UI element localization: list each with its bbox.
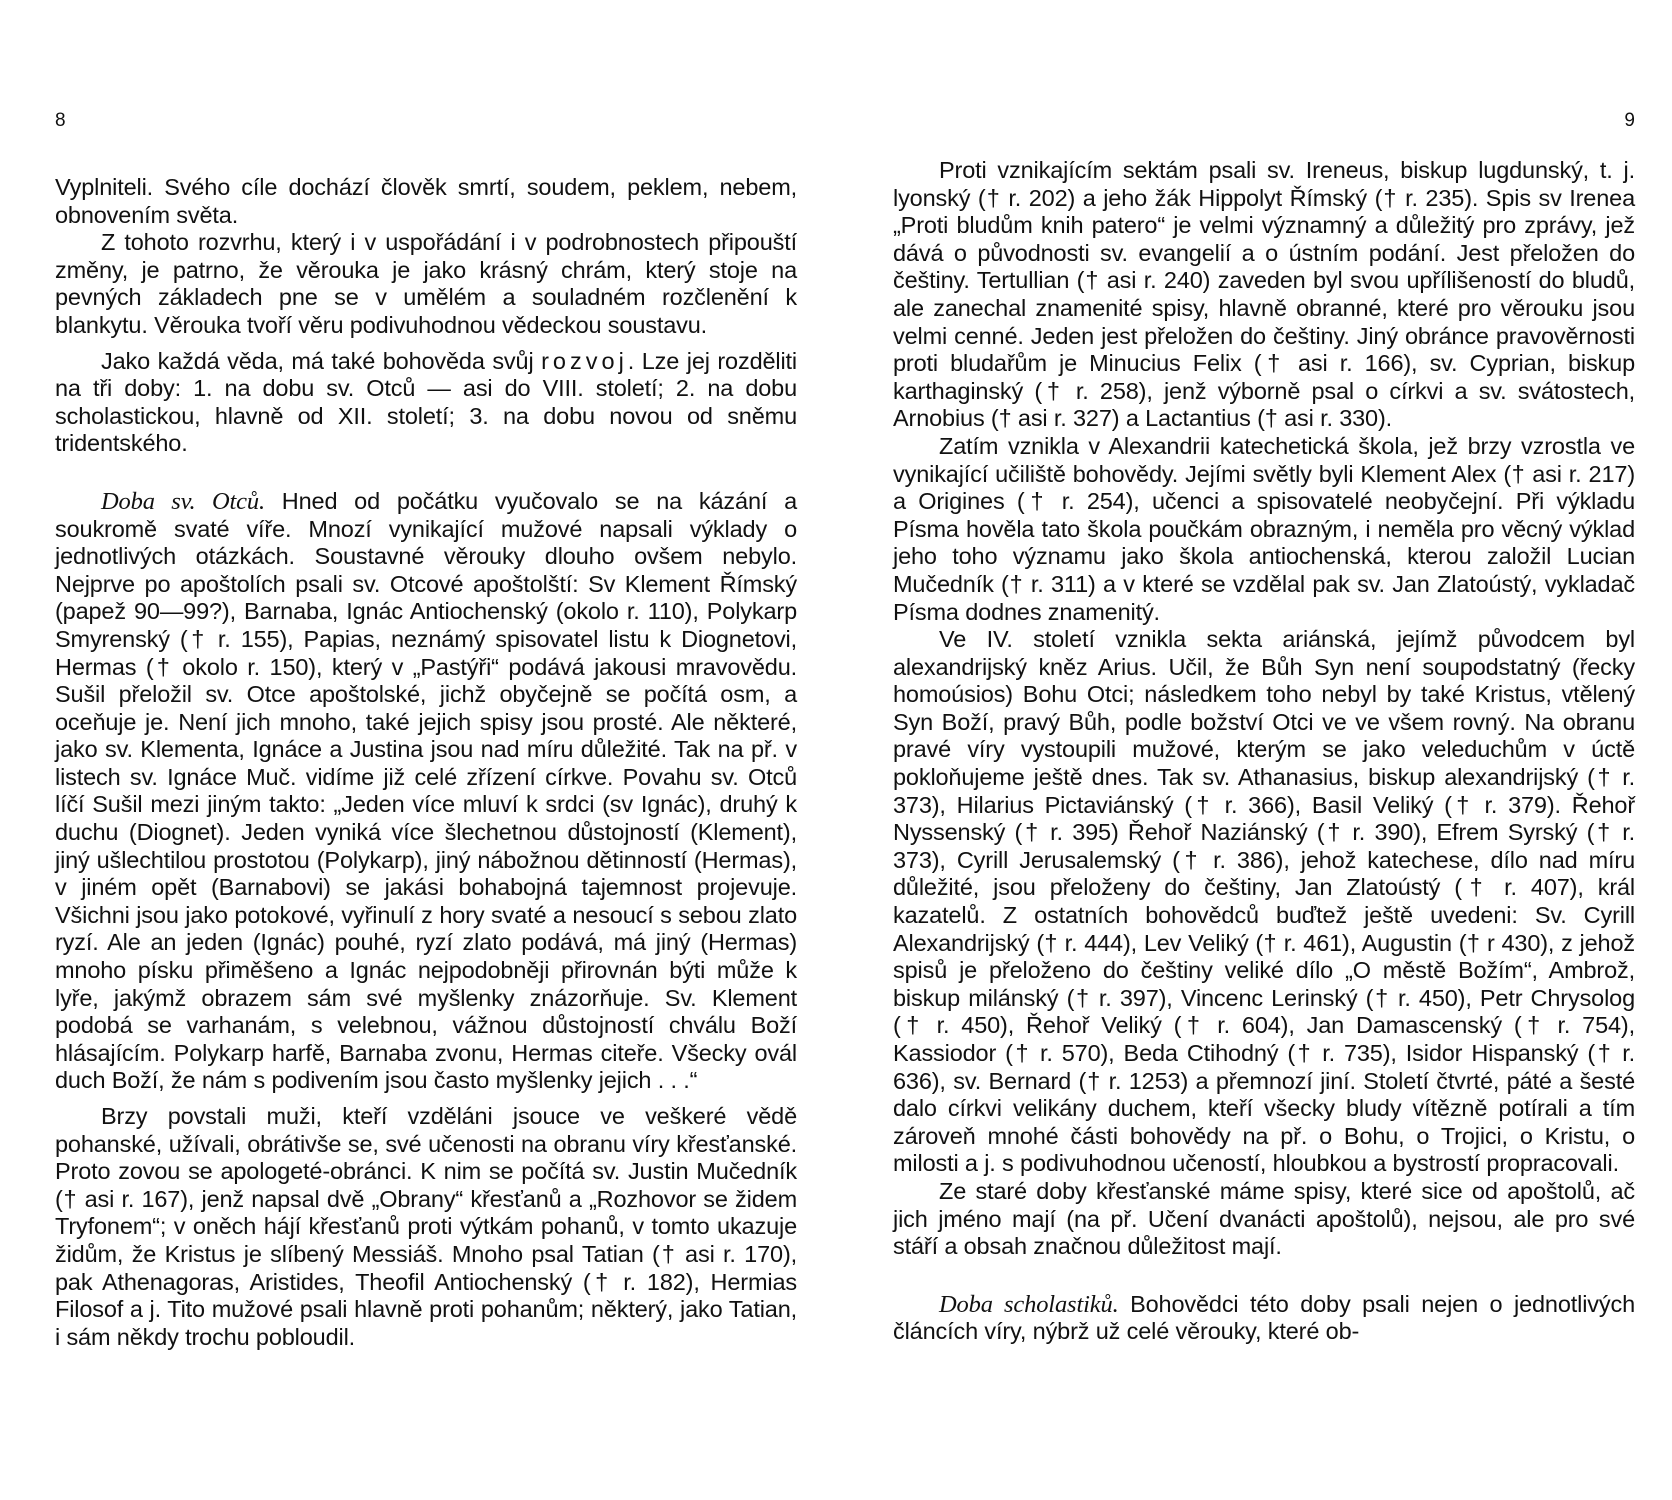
page-body [55,174,797,1351]
paragraph: Brzy povstali muži, kteří vzděláni jsouce ve veškeré vědě pohanské, užívali, obrátivše se, své učenosti na obranu víry křesťanské. Proto zovou se apologeté-obránci. K nim se počítá sv. Justin Mučedník († asi r. 167), jenž napsal dvě „Obrany“ křesťanů a „Rozhovor se židem Tryfonem“; v oněch hájí křesťanů proti výtkám pohanů, v tomto ukazuje židům, že Kristus je slíbený Messiáš. Mnoho psal Tatian († asi r. 170), pak Athenagoras, Aristides, Theofil Antiochenský († r. 182), Hermias Filosof a j. Tito mužové psali hlavně proti pohanům; některý, jako Tatian, i sám někdy trochu pobloudil. [55,1103,797,1350]
page-number: 8 [55,110,66,131]
section-heading: Doba scholastiků. [939,1290,1119,1318]
text-run: . Lze jej rozděliti na tři doby: 1. na dobu sv. Otců — asi do VIII. století; 2. na dobu scholastickou, hlavně od XII. století; 3. na dobu novou od sněmu tridentského. [55,347,797,457]
paragraph: Ze staré doby křesťanské máme spisy, které sice od apoštolů, ač jich jméno mají (na př. Učení dvanácti apoštolů), nejsou, ale pro své stáří a obsah značnou důležitost mají. [893,1177,1635,1260]
paragraph: Ve IV. století vznikla sekta ariánská, jejímž původcem byl alexandrijský kněz Arius. Učil, že Bůh Syn není soupodstatný (řecky homoúsios) Bohu Otci; následkem toho nebyl by také Kristus, vtělený Syn Boží, pravý Bůh, podle božství Otci ve ve všem rovný. Na obranu pravé víry vystoupili mužové, kterým se jako veleduchům v úctě pokloňujeme ještě dnes. Tak sv. Athanasius, biskup alexandrijský († r. 373), Hilarius Pictaviánský († r. 366), Basil Veliký († r. 379). Řehoř Nyssenský († r. 395) Řehoř Naziánský († r. 390), Efrem Syrský († r. 373), Cyrill Jerusalemský († r. 386), jehož katechese, dílo nad míru důležité, jsou přeloženy do češtiny, Jan Zlatoústý († r. 407), král kazatelů. Z ostatních bohovědců buďtež ještě uvedeni: Sv. Cyrill Alexandrijský († r. 444), Lev Veliký († r. 461), Augustin († r 430), z jehož spisů je přeloženo do češtiny veliké dílo „O městě Božím“, Ambrož, biskup milánský († r. 397), Vincenc Lerinský († r. 450), Petr Chrysolog († r. 450), Řehoř Veliký († r. 604), Jan Damascenský († r. 754), Kassiodor († r. 570), Beda Ctihodný († r. 735), Isidor Hispanský († r. 636), sv. Bernard († r. 1253) a přemnozí jiní. Století čtvrté, páté a šesté dalo církvi velikány duchem, kteří všecky bludy vítězně potírali a tím zároveň mnohé části bohovědy na př. o Bohu, o Trojici, o Kristu, o milosti a j. s podivuhodnou učeností, hloubkou a bystrostí propracovali. [893,626,1635,1177]
page-body [893,157,1635,1346]
paragraph [55,488,797,1095]
paragraph: Z tohoto rozvrhu, který i v uspořádání i v podrobnostech připouští změny, je patrno, že věrouka je jako krásný chrám, který stoje na pevných základech pne se v umělém a souladném rozčlenění k blankytu. Věrouka tvoří věru podivuhodnou vědeckou soustavu. [55,229,797,338]
paragraph: Zatím vznikla v Alexandrii katechetická škola, jež brzy vzrostla ve vynikající učiliště bohovědy. Jejími světly byli Klement Alex († asi r. 217) a Origines († r. 254), učenci a spisovatelé neobyčejní. Při výkladu Písma hověla tato škola poučkám obrazným, i neměla pro věcný výklad jeho toho významu jako škola antiochenská, kterou založil Lucian Mučedník († r. 311) a v které se vzdělal pak sv. Jan Zlatoústý, vykladač Písma dodnes znamenitý. [893,432,1635,625]
paragraph [55,348,797,458]
text-run: Hned od počátku vyučovalo se na kázání a soukromě svaté víře. Mnozí vynikající mužové napsali výklady o jednotlivých otázkách. Soustavné věrouky dlouho ovšem nebylo. Nejprve po apoštolích psali sv. Otcové apoštolští: Sv Klement Římský (papež 90—99?), Barnaba, Ignác Antiochenský (okolo r. 110), Polykarp Smyrenský († r. 155), Papias, neznámý spisovatel listu k Diognetovi, Hermas († okolo r. 150), který v „Pastýři“ podává jakousi mravovědu. Sušil přeložil sv. Otce apoštolské, jichž obyčejně se počítá osm, a oceňuje je. Není jich mnoho, také jejich spisy jsou prosté. Ale některé, jako sv. Klementa, Ignáce a Justina jsou nad míru důležité. Tak na př. v listech sv. Ignáce Muč. vidíme již celé zřízení církve. Povahu sv. Otců líčí Sušil mezi jiným takto: „Jeden více mluví k srdci (sv Ignác), druhý k duchu (Diognet). Jeden vyniká více šlechetnou důstojností (Klement), jiný ušlechtilou prostotou (Polykarp), jiný nábožnou dětinností (Hermas), v jiném opět (Barnabovi) se jakási bohabojná tajemnost projevuje. Všichni jsou jako potokové, vyřinulí z hory svaté a nesoucí s sebou zlato ryzí. Ale an jeden (Ignác) pouhé, ryzí zlato podává, má jiný (Hermas) mnoho písku přiměšeno a Ignác nejpodobněji přirovnán býti může k lyře, jakýmž obrazem sám své myšlenky znázorňuje. Sv. Klement podobá se varhanám, s velebnou, vážnou důstojností chválu Boží hlásajícím. Polykarp harfě, Barnaba zvonu, Hermas citeře. Všecky ovál duch Boží, že nám s podivením jsou často myšlenky jejich . . .“ [55,487,797,1094]
left-page [55,0,797,1500]
section-heading: Doba sv. Otců. [101,487,265,515]
spaced-emphasis: rozvoj [541,347,628,374]
page-number: 9 [1624,110,1635,131]
paragraph: Proti vznikajícím sektám psali sv. Ireneus, biskup lugdunský, t. j. lyonský († r. 202) a jeho žák Hippolyt Římský († r. 235). Spis sv Irenea „Proti bludům knih patero“ je velmi významný a důležitý pro zprávy, jež dává o původnosti sv. evangelií a o ústním podání. Jest přeložen do češtiny. Tertullian († asi r. 240) zaveden byl svou upřílišeností do bludů, ale zanechal znamenité spisy, hlavně obranné, které pro věrouku jsou velmi cenné. Jeden jest přeložen do češtiny. Jiný obránce pravověrnosti proti bludařům je Minucius Felix († asi r. 166), sv. Cyprian, biskup karthaginský († r. 258), jenž výborně psal o církvi a sv. svátostech, Arnobius († asi r. 327) a Lactantius († asi r. 330). [893,157,1635,432]
paragraph: Vyplniteli. Svého cíle dochází člověk smrtí, soudem, peklem, nebem, obnovením světa. [55,174,797,228]
right-page [893,0,1635,1500]
text-run: Jako každá věda, má také bohověda svůj [101,347,534,374]
paragraph [893,1291,1635,1346]
text-run: Bohovědci této doby psali nejen o jednotlivých článcích víry, nýbrž už celé věrouky, které ob- [893,1290,1635,1345]
